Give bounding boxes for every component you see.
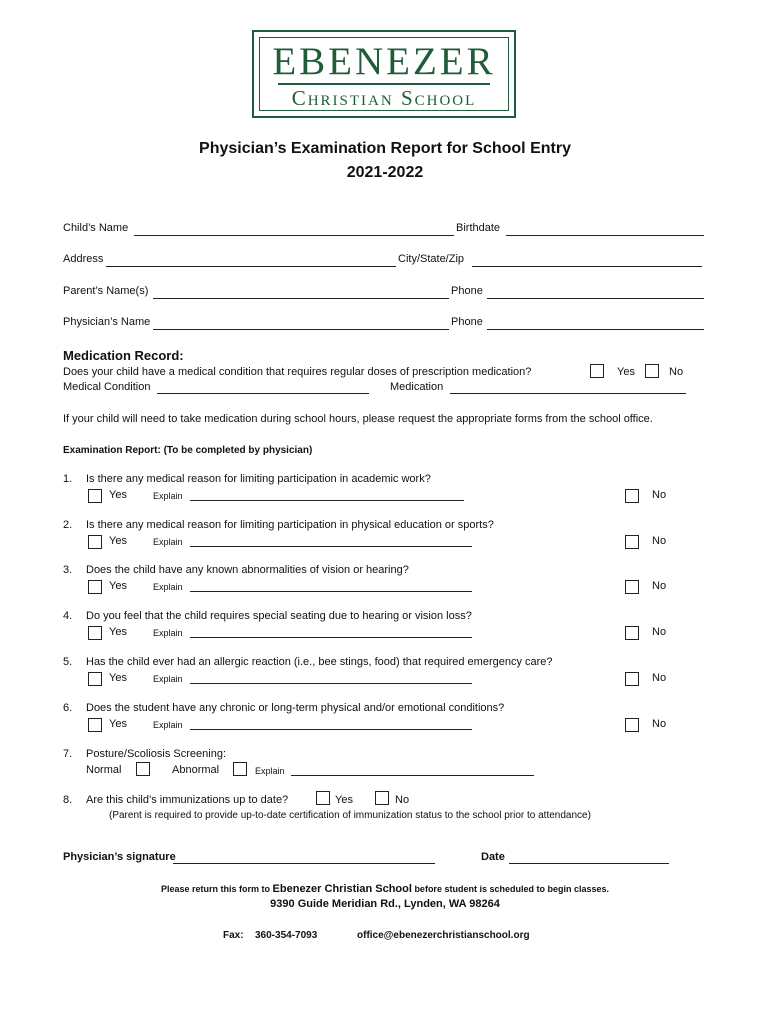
q2-no-label: No (652, 535, 667, 547)
question-text: Posture/Scoliosis Screening: (86, 748, 227, 760)
q8-no-checkbox[interactable] (375, 791, 389, 805)
birthdate-label: Birthdate (456, 222, 501, 234)
question-text: Is there any medical reason for limiting participation in physical education or sports? (86, 519, 494, 531)
q3-yes-label: Yes (109, 580, 127, 592)
q1-explain-label: Explain (153, 491, 183, 501)
q2-yes-checkbox[interactable] (88, 535, 102, 549)
question-number: 3. (63, 564, 73, 576)
q5-explain-label: Explain (153, 674, 183, 684)
school-year: 2021-2022 (346, 164, 424, 181)
q6-explain-field[interactable] (190, 729, 472, 730)
q3-yes-checkbox[interactable] (88, 580, 102, 594)
signature-field[interactable] (173, 863, 435, 864)
child-name-label: Child’s Name (63, 222, 129, 234)
school-logo (252, 30, 516, 118)
q2-explain-label: Explain (153, 537, 183, 547)
q7-normal-checkbox[interactable] (136, 762, 150, 776)
signature-label: Physician’s signature (63, 851, 176, 863)
return-instructions (0, 883, 770, 895)
question-text: Does the student have any chronic or long-term physical and/or emotional conditions? (86, 702, 505, 714)
medication-yes-checkbox[interactable] (590, 364, 604, 378)
q7-abnormal-checkbox[interactable] (233, 762, 247, 776)
physicians-name-label: Physician’s Name (63, 316, 151, 328)
medication-label: Medication (390, 381, 444, 393)
medical-condition-label: Medical Condition (63, 381, 151, 393)
q4-no-label: No (652, 626, 667, 638)
medication-no-label: No (669, 366, 684, 378)
question-number: 7. (63, 748, 73, 760)
fax-number: 360-354-7093 (255, 930, 318, 941)
parents-name-field[interactable] (153, 298, 449, 299)
parents-name-label: Parent’s Name(s) (63, 285, 149, 297)
q1-no-label: No (652, 489, 667, 501)
q8-yes-checkbox[interactable] (316, 791, 330, 805)
question-number: 6. (63, 702, 73, 714)
medication-yes-label: Yes (617, 366, 635, 378)
question-text: Has the child ever had an allergic reaction (i.e., bee stings, food) that required emergency care? (86, 656, 553, 668)
physician-phone-field[interactable] (487, 329, 704, 330)
q3-no-label: No (652, 580, 667, 592)
q4-yes-label: Yes (109, 626, 127, 638)
question-text: Is there any medical reason for limiting participation in academic work? (86, 473, 431, 485)
medication-note: If your child will need to take medication during school hours, please request the appropriate forms from the school office. (63, 413, 653, 425)
contact-email[interactable]: office@ebenezerchristianschool.org (357, 930, 530, 941)
medication-heading: Medication Record: (63, 348, 184, 363)
q5-yes-label: Yes (109, 672, 127, 684)
child-name-field[interactable] (134, 235, 454, 236)
q6-yes-label: Yes (109, 718, 127, 730)
q7-explain-field[interactable] (291, 775, 534, 776)
q4-yes-checkbox[interactable] (88, 626, 102, 640)
question-number: 5. (63, 656, 73, 668)
q5-yes-checkbox[interactable] (88, 672, 102, 686)
phone-label: Phone (451, 285, 483, 297)
question-text: Are this child’s immunizations up to date? (86, 794, 289, 806)
question-text: Do you feel that the child requires special seating due to hearing or vision loss? (86, 610, 472, 622)
return-post: before student is scheduled to begin classes. (414, 884, 609, 894)
date-label: Date (481, 851, 505, 863)
question-number: 1. (63, 473, 73, 485)
q2-yes-label: Yes (109, 535, 127, 547)
date-field[interactable] (509, 863, 669, 864)
question-number: 2. (63, 519, 73, 531)
q4-explain-field[interactable] (190, 637, 472, 638)
q1-yes-checkbox[interactable] (88, 489, 102, 503)
fax-label: Fax: (223, 930, 244, 941)
q6-no-checkbox[interactable] (625, 718, 639, 732)
exam-heading-note: (To be completed by physician) (163, 445, 313, 456)
question-text: Does the child have any known abnormalities of vision or hearing? (86, 564, 409, 576)
q2-no-checkbox[interactable] (625, 535, 639, 549)
address-field[interactable] (106, 266, 396, 267)
medical-condition-field[interactable] (157, 393, 369, 394)
school-name: Ebenezer Christian School (272, 883, 412, 895)
birthdate-field[interactable] (506, 235, 704, 236)
school-address: 9390 Guide Meridian Rd., Lynden, WA 98264 (270, 898, 500, 910)
q6-explain-label: Explain (153, 720, 183, 730)
q8-note: (Parent is required to provide up-to-date certification of immunization status to the school prior to attendance) (109, 810, 591, 821)
q2-explain-field[interactable] (190, 546, 472, 547)
medication-field[interactable] (450, 393, 686, 394)
q5-no-label: No (652, 672, 667, 684)
city-state-zip-label: City/State/Zip (398, 253, 465, 265)
q8-no-label: No (395, 794, 410, 806)
q3-no-checkbox[interactable] (625, 580, 639, 594)
q7-abnormal-label: Abnormal (172, 764, 220, 776)
return-pre: Please return this form to (161, 884, 271, 894)
question-number: 8. (63, 794, 73, 806)
city-state-zip-field[interactable] (472, 266, 702, 267)
address-label: Address (63, 253, 104, 265)
q1-no-checkbox[interactable] (625, 489, 639, 503)
q5-no-checkbox[interactable] (625, 672, 639, 686)
q1-explain-field[interactable] (190, 500, 464, 501)
q4-explain-label: Explain (153, 628, 183, 638)
physician-phone-label: Phone (451, 316, 483, 328)
q6-yes-checkbox[interactable] (88, 718, 102, 732)
q8-yes-label: Yes (335, 794, 353, 806)
q4-no-checkbox[interactable] (625, 626, 639, 640)
page-title: Physician’s Examination Report for School Entry (199, 140, 571, 157)
logo-rule (278, 83, 490, 85)
physicians-name-field[interactable] (153, 329, 449, 330)
question-number: 4. (63, 610, 73, 622)
exam-heading (63, 445, 312, 456)
q1-yes-label: Yes (109, 489, 127, 501)
phone-field[interactable] (487, 298, 704, 299)
q6-no-label: No (652, 718, 667, 730)
exam-heading-label: Examination Report: (63, 445, 161, 456)
medication-no-checkbox[interactable] (645, 364, 659, 378)
q7-explain-label: Explain (255, 766, 285, 776)
logo-line2: Christian School (291, 86, 477, 110)
q3-explain-field[interactable] (190, 591, 472, 592)
q7-normal-label: Normal (86, 764, 122, 776)
q3-explain-label: Explain (153, 582, 183, 592)
medication-question: Does your child have a medical condition that requires regular doses of prescription medication? (63, 366, 532, 378)
logo-line1: EBENEZER (272, 40, 496, 83)
q5-explain-field[interactable] (190, 683, 472, 684)
